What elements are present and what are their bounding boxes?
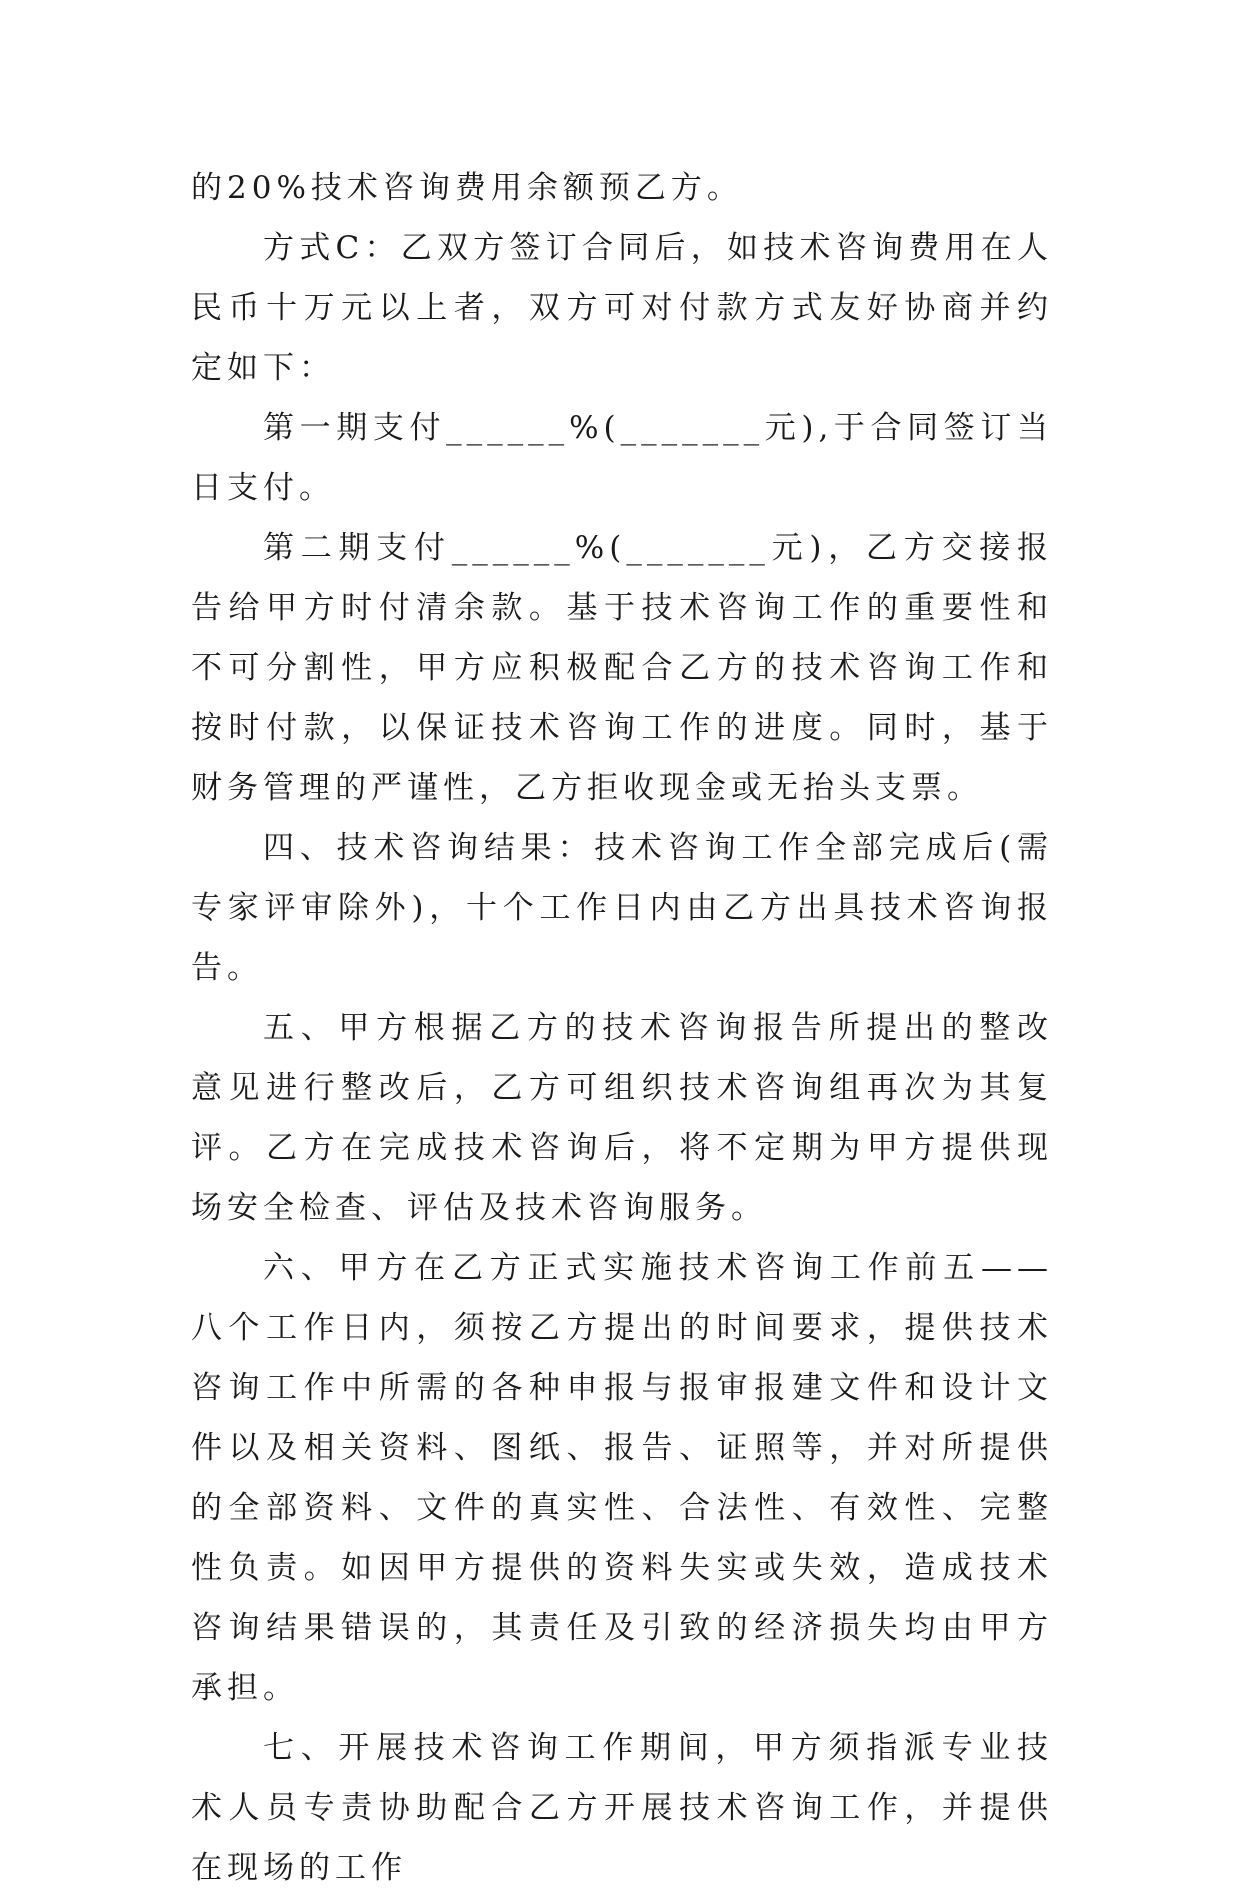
paragraph-clause-6: 六、甲方在乙方正式实施技术咨询工作前五——八个工作日内，须按乙方提出的时间要求，提供技术咨询工作中所需的各种申报与报审报建文件和设计文件以及相关资料、图纸、报告、证照等，并对所提供的全部资料、文件的真实性、合法性、有效性、完整性负责。如因甲方提供的资料失实或失效，造成技术咨询结果错误的，其责任及引致的经济损失均由甲方承担。 [191,1250,1053,1706]
paragraph-continuation: 的20%技术咨询费用余额预乙方。 [191,170,743,206]
paragraph-clause-7: 七、开展技术咨询工作期间，甲方须指派专业技术人员专责协助配合乙方开展技术咨询工作，并提供在现场的工作 [191,1730,1053,1886]
paragraph-clause-5: 五、甲方根据乙方的技术咨询报告所提出的整改意见进行整改后，乙方可组织技术咨询组再次为其复评。乙方在完成技术咨询后，将不定期为甲方提供现场安全检查、评估及技术咨询服务。 [191,1010,1053,1226]
paragraph-first-installment: 第一期支付______%(_______元),于合同签订当日支付。 [191,410,1053,506]
document-body [191,158,1053,1898]
paragraph-clause-4: 四、技术咨询结果：技术咨询工作全部完成后(需专家评审除外)，十个工作日内由乙方出具技术咨询报告。 [191,830,1053,986]
paragraph-payment-method-c: 方式C：乙双方签订合同后，如技术咨询费用在人民币十万元以上者，双方可对付款方式友好协商并约定如下： [191,230,1053,386]
paragraph-second-installment: 第二期支付______%(_______元)，乙方交接报告给甲方时付清余款。基于技术咨询工作的重要性和不可分割性，甲方应积极配合乙方的技术咨询工作和按时付款，以保证技术咨询工作的进度。同时，基于财务管理的严谨性，乙方拒收现金或无抬头支票。 [191,530,1053,806]
